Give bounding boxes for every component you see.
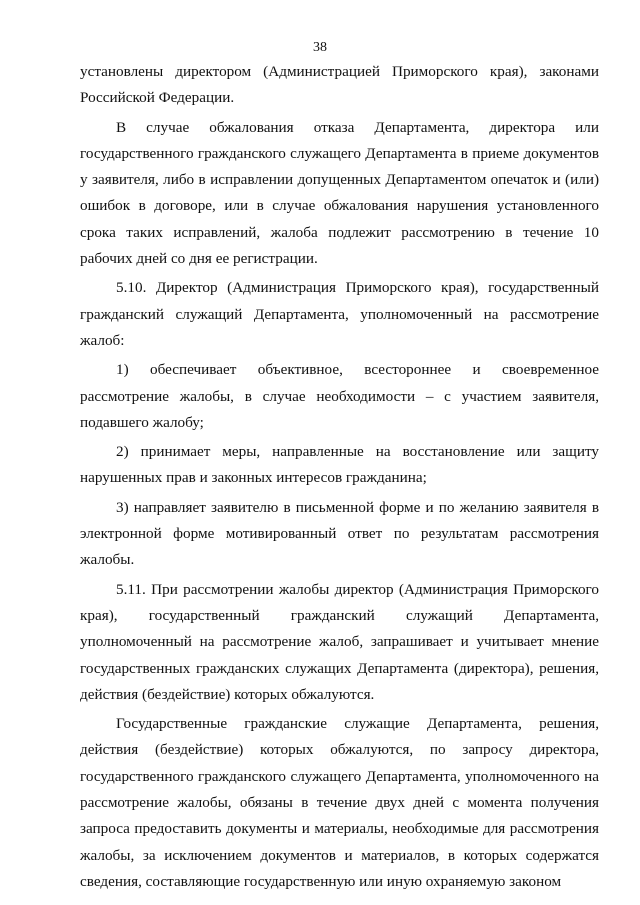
paragraph-employees-obligation: Государственные гражданские служащие Департамента, решения, действия (бездействие) которых обжалуются, по запросу директора, государственного гражданского служащего Департамента, уполномоченного на рассмотрение жалобы, обязаны в течение двух дней с момента получения запроса предоставить документы и материалы, необходимые для рассмотрения жалобы, за исключением документов и материалов, в которых содержатся сведения, составляющие государственную или иную охраняемую законом: [80, 715, 599, 890]
paragraph-5-10: 5.10. Директор (Администрация Приморского края), государственный гражданский служащий Департамента, уполномоченный на рассмотрение жалоб:: [80, 279, 599, 349]
paragraph-item-2: 2) принимает меры, направленные на восстановление или защиту нарушенных прав и законных интересов гражданина;: [80, 443, 599, 487]
paragraph-item-3: 3) направляет заявителю в письменной форме и по желанию заявителя в электронной форме мотивированный ответ по результатам рассмотрения жалобы.: [80, 498, 599, 569]
paragraph-appeal-term: В случае обжалования отказа Департамента, директора или государственного гражданского служащего Департамента в приеме документов у заявителя, либо в исправлении допущенных Департаментом опечаток и (или) ошибок в договоре, или в случае обжалования нарушения установленного срока таких исправлений, жалоба подлежит рассмотрению в течение 10 рабочих дней со дня ее регистрации.: [80, 118, 599, 268]
document-body: [80, 59, 599, 895]
paragraph-5-11: 5.11. При рассмотрении жалобы директор (Администрация Приморского края), государственный гражданский служащий Департамента, уполномоченный на рассмотрение жалоб, запрашивает и учитывает мнение государственных гражданских служащих Департамента (директора), решения, действия (бездействие) которых обжалуются.: [80, 580, 599, 703]
page-number: 38: [313, 40, 327, 55]
paragraph-item-1: 1) обеспечивает объективное, всестороннее и своевременное рассмотрение жалобы, в случае необходимости – с участием заявителя, подавшего жалобу;: [80, 361, 599, 431]
paragraph-continuation: установлены директором (Администрацией Приморского края), законами Российской Федерации.: [80, 63, 599, 107]
